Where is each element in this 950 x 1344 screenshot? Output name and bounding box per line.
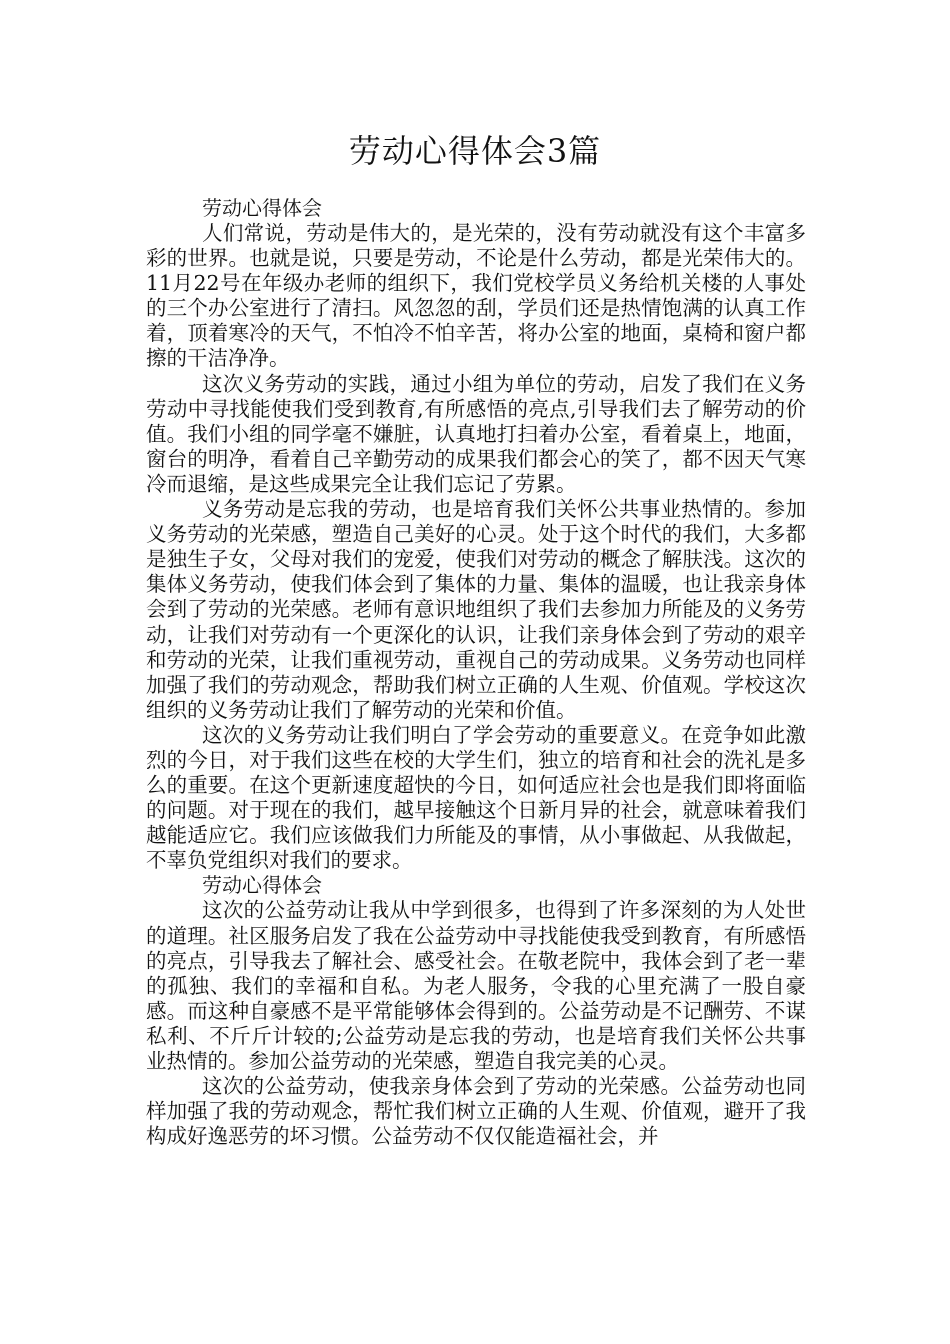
section-heading: 劳动心得体会: [202, 873, 322, 898]
paragraph: 这次义务劳动的实践，通过小组为单位的劳动，启发了我们在义务劳动中寻找能使我们受到教育,有所感悟的亮点,引导我们去了解劳动的价值。我们小组的同学毫不嫌脏，认真地打扫着办公室，看着桌上，地面，窗台的明净，看着自己辛勤劳动的成果我们都会心的笑了，都不因天气寒冷而退缩，是这些成果完全让我们忘记了劳累。: [146, 371, 806, 496]
paragraph: 这次的公益劳动让我从中学到很多，也得到了许多深刻的为人处世的道理。社区服务启发了我在公益劳动中寻找能使我受到教育，有所感悟的亮点，引导我去了解社会、感受社会。在敬老院中，我体会到了老一辈的孤独、我们的幸福和自私。为老人服务，令我的心里充满了一股自豪感。而这种自豪感不是平常能够体会得到的。公益劳动是不记酬劳、不谋私利、不斤斤计较的;公益劳动是忘我的劳动，也是培育我们关怀公共事业热情的。参加公益劳动的光荣感，塑造自我完美的心灵。: [146, 898, 806, 1073]
document-title: 劳动心得体会3篇: [348, 132, 602, 170]
document-body: [146, 196, 806, 1149]
paragraph: 人们常说，劳动是伟大的，是光荣的，没有劳动就没有这个丰富多彩的世界。也就是说，只要是劳动，不论是什么劳动，都是光荣伟大的。11月22号在年级办老师的组织下，我们党校学员义务给机关楼的人事处的三个办公室进行了清扫。风忽忽的刮，学员们还是热情饱满的认真工作着，顶着寒冷的天气，不怕冷不怕辛苦，将办公室的地面，桌椅和窗户都擦的干洁净净。: [146, 221, 806, 371]
paragraph: 这次的公益劳动，使我亲身体会到了劳动的光荣感。公益劳动也同样加强了我的劳动观念，帮忙我们树立正确的人生观、价值观，避开了我构成好逸恶劳的坏习惯。公益劳动不仅仅能造福社会，并: [146, 1074, 806, 1149]
paragraph: 这次的义务劳动让我们明白了学会劳动的重要意义。在竞争如此激烈的今日，对于我们这些在校的大学生们，独立的培育和社会的洗礼是多么的重要。在这个更新速度超快的今日，如何适应社会也是我们即将面临的问题。对于现在的我们，越早接触这个日新月异的社会，就意味着我们越能适应它。我们应该做我们力所能及的事情，从小事做起、从我做起，不辜负党组织对我们的要求。: [146, 722, 806, 873]
section-heading: 劳动心得体会: [202, 196, 322, 220]
paragraph: 义务劳动是忘我的劳动，也是培育我们关怀公共事业热情的。参加义务劳动的光荣感，塑造自己美好的心灵。处于这个时代的我们，大多都是独生子女，父母对我们的宠爱，使我们对劳动的概念了解肤浅。这次的集体义务劳动，使我们体会到了集体的力量、集体的温暖，也让我亲身体会到了劳动的光荣感。老师有意识地组织了我们去参加力所能及的义务劳动，让我们对劳动有一个更深化的认识，让我们亲身体会到了劳动的艰辛和劳动的光荣，让我们重视劳动，重视自己的劳动成果。义务劳动也同样加强了我们的劳动观念，帮助我们树立正确的人生观、价值观。学校这次组织的义务劳动让我们了解劳动的光荣和价值。: [146, 497, 806, 722]
